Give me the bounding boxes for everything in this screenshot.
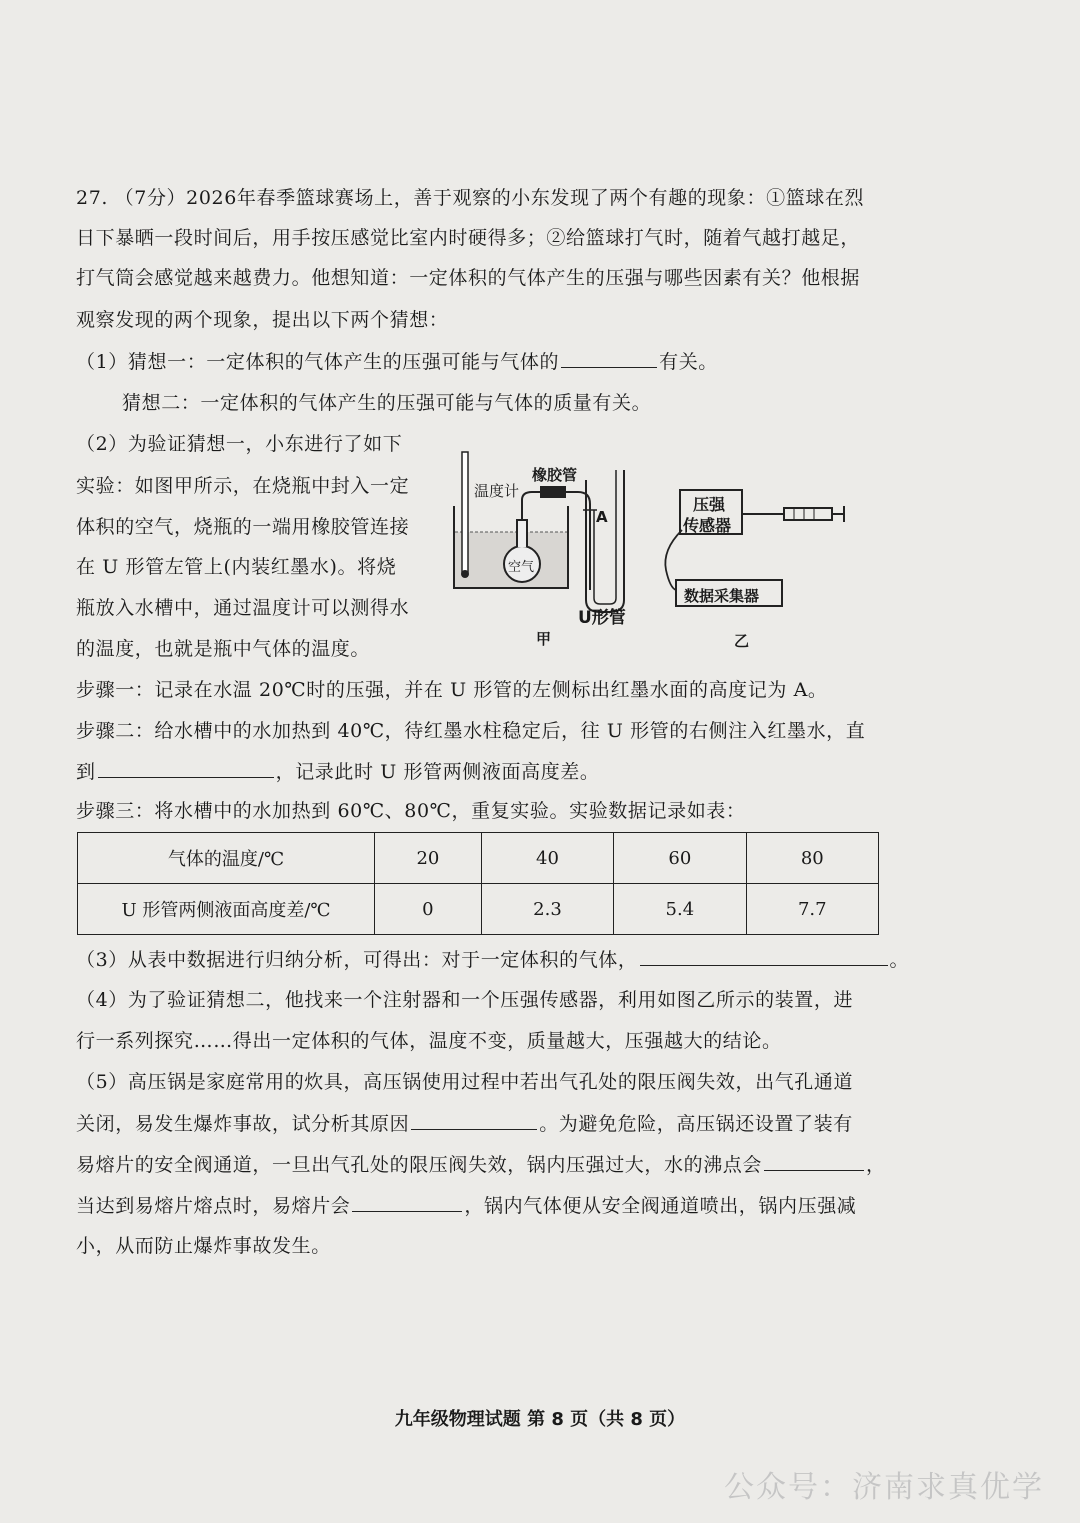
step-two-cont: 到 ，记录此时 U 形管两侧液面高度差。 bbox=[76, 757, 600, 786]
data-collector-label: 数据采集器 bbox=[684, 587, 760, 605]
syringe-icon bbox=[784, 508, 832, 520]
table-cell: 2.3 bbox=[481, 884, 613, 935]
part-five-line: 当达到易熔片熔点时，易熔片会 ，锅内气体便从安全阀通道喷出，锅内压强减 bbox=[76, 1191, 856, 1220]
answer-blank[interactable] bbox=[411, 1109, 537, 1130]
data-table bbox=[77, 832, 879, 935]
sensor-label: 传感器 bbox=[683, 516, 732, 535]
question-line: 打气筒会感觉越来越费力。他想知道：一定体积的气体产生的压强与哪些因素有关？他根据 bbox=[76, 267, 861, 289]
watermark: 公众号：济南求真优学 bbox=[724, 1470, 1044, 1505]
part-five-line: 小，从而防止爆炸事故发生。 bbox=[76, 1235, 331, 1257]
u-tube-label: U形管 bbox=[578, 608, 626, 628]
table-header-cell: 气体的温度/℃ bbox=[78, 833, 375, 884]
table-row bbox=[78, 833, 879, 884]
table-cell: 60 bbox=[614, 833, 746, 884]
answer-blank[interactable] bbox=[352, 1191, 462, 1212]
thermometer-label: 温度计 bbox=[474, 482, 520, 500]
page-footer: 九年级物理试题 第 8 页（共 8 页） bbox=[394, 1409, 686, 1430]
air-label: 空气 bbox=[508, 560, 535, 575]
part-five-line: 关闭，易发生爆炸事故，试分析其原因 。为避免危险，高压锅还设置了装有 bbox=[76, 1109, 853, 1138]
step-three: 步骤三：将水槽中的水加热到 60℃、80℃，重复实验。实验数据记录如表： bbox=[76, 800, 746, 822]
answer-blank[interactable] bbox=[98, 757, 274, 778]
question-line: 观察发现的两个现象，提出以下两个猜想： bbox=[76, 309, 449, 331]
question-line: 27. （7分）2026年春季篮球赛场上，善于观察的小东发现了两个有趣的现象：①篮球在烈 bbox=[76, 187, 865, 209]
part2-line: 实验：如图甲所示，在烧瓶中封入一定 bbox=[76, 475, 410, 497]
table-cell: 20 bbox=[375, 833, 482, 884]
table-cell: 5.4 bbox=[614, 884, 746, 935]
part-four-line: （4）为了验证猜想二，他找来一个注射器和一个压强传感器，利用如图乙所示的装置，进 bbox=[76, 989, 854, 1011]
answer-blank[interactable] bbox=[640, 945, 888, 966]
part2-line: 瓶放入水槽中，通过温度计可以测得水 bbox=[76, 597, 410, 619]
rubber-tube-label: 橡胶管 bbox=[532, 466, 578, 484]
table-cell: 0 bbox=[375, 884, 482, 935]
figure-jia-label: 甲 bbox=[536, 630, 552, 648]
mark-a-label: A bbox=[596, 508, 608, 526]
part2-line: （2）为验证猜想一，小东进行了如下 bbox=[76, 433, 403, 455]
u-tube bbox=[586, 470, 624, 612]
answer-blank[interactable] bbox=[561, 347, 657, 368]
part2-line: 的温度，也就是瓶中气体的温度。 bbox=[76, 638, 371, 660]
table-header-cell: U 形管两侧液面高度差/℃ bbox=[78, 884, 375, 935]
part-four-line: 行一系列探究……得出一定体积的气体，温度不变，质量越大，压强越大的结论。 bbox=[76, 1030, 782, 1052]
answer-blank[interactable] bbox=[764, 1150, 864, 1171]
part2-line: 在 U 形管左管上(内装红墨水)。将烧 bbox=[76, 556, 397, 578]
table-cell: 7.7 bbox=[746, 884, 878, 935]
step-one: 步骤一：记录在水温 20℃时的压强，并在 U 形管的左侧标出红墨水面的高度记为 A。 bbox=[76, 679, 828, 701]
part-five-line: 易熔片的安全阀通道，一旦出气孔处的限压阀失效，锅内压强过大，水的沸点会 ， bbox=[76, 1150, 886, 1179]
pressure-label: 压强 bbox=[693, 495, 726, 514]
experiment-figure bbox=[440, 440, 860, 650]
question-line: 日下暴晒一段时间后，用手按压感觉比室内时硬得多；②给篮球打气时，随着气越打越足， bbox=[76, 227, 861, 249]
figure-yi-label: 乙 bbox=[734, 632, 750, 650]
thermometer-icon bbox=[462, 452, 468, 572]
table-cell: 40 bbox=[481, 833, 613, 884]
part-five-line: （5）高压锅是家庭常用的炊具，高压锅使用过程中若出气孔处的限压阀失效，出气孔通道 bbox=[76, 1071, 854, 1093]
part2-line: 体积的空气，烧瓶的一端用橡胶管连接 bbox=[76, 516, 410, 538]
guess-two: 猜想二：一定体积的气体产生的压强可能与气体的质量有关。 bbox=[122, 392, 652, 414]
guess-one: （1）猜想一：一定体积的气体产生的压强可能与气体的 有关。 bbox=[76, 347, 718, 376]
part-three: （3）从表中数据进行归纳分析，可得出：对于一定体积的气体， 。 bbox=[76, 945, 909, 974]
table-cell: 80 bbox=[746, 833, 878, 884]
table-row bbox=[78, 884, 879, 935]
step-two: 步骤二：给水槽中的水加热到 40℃，待红墨水柱稳定后，往 U 形管的右侧注入红墨水，直 bbox=[76, 720, 866, 742]
